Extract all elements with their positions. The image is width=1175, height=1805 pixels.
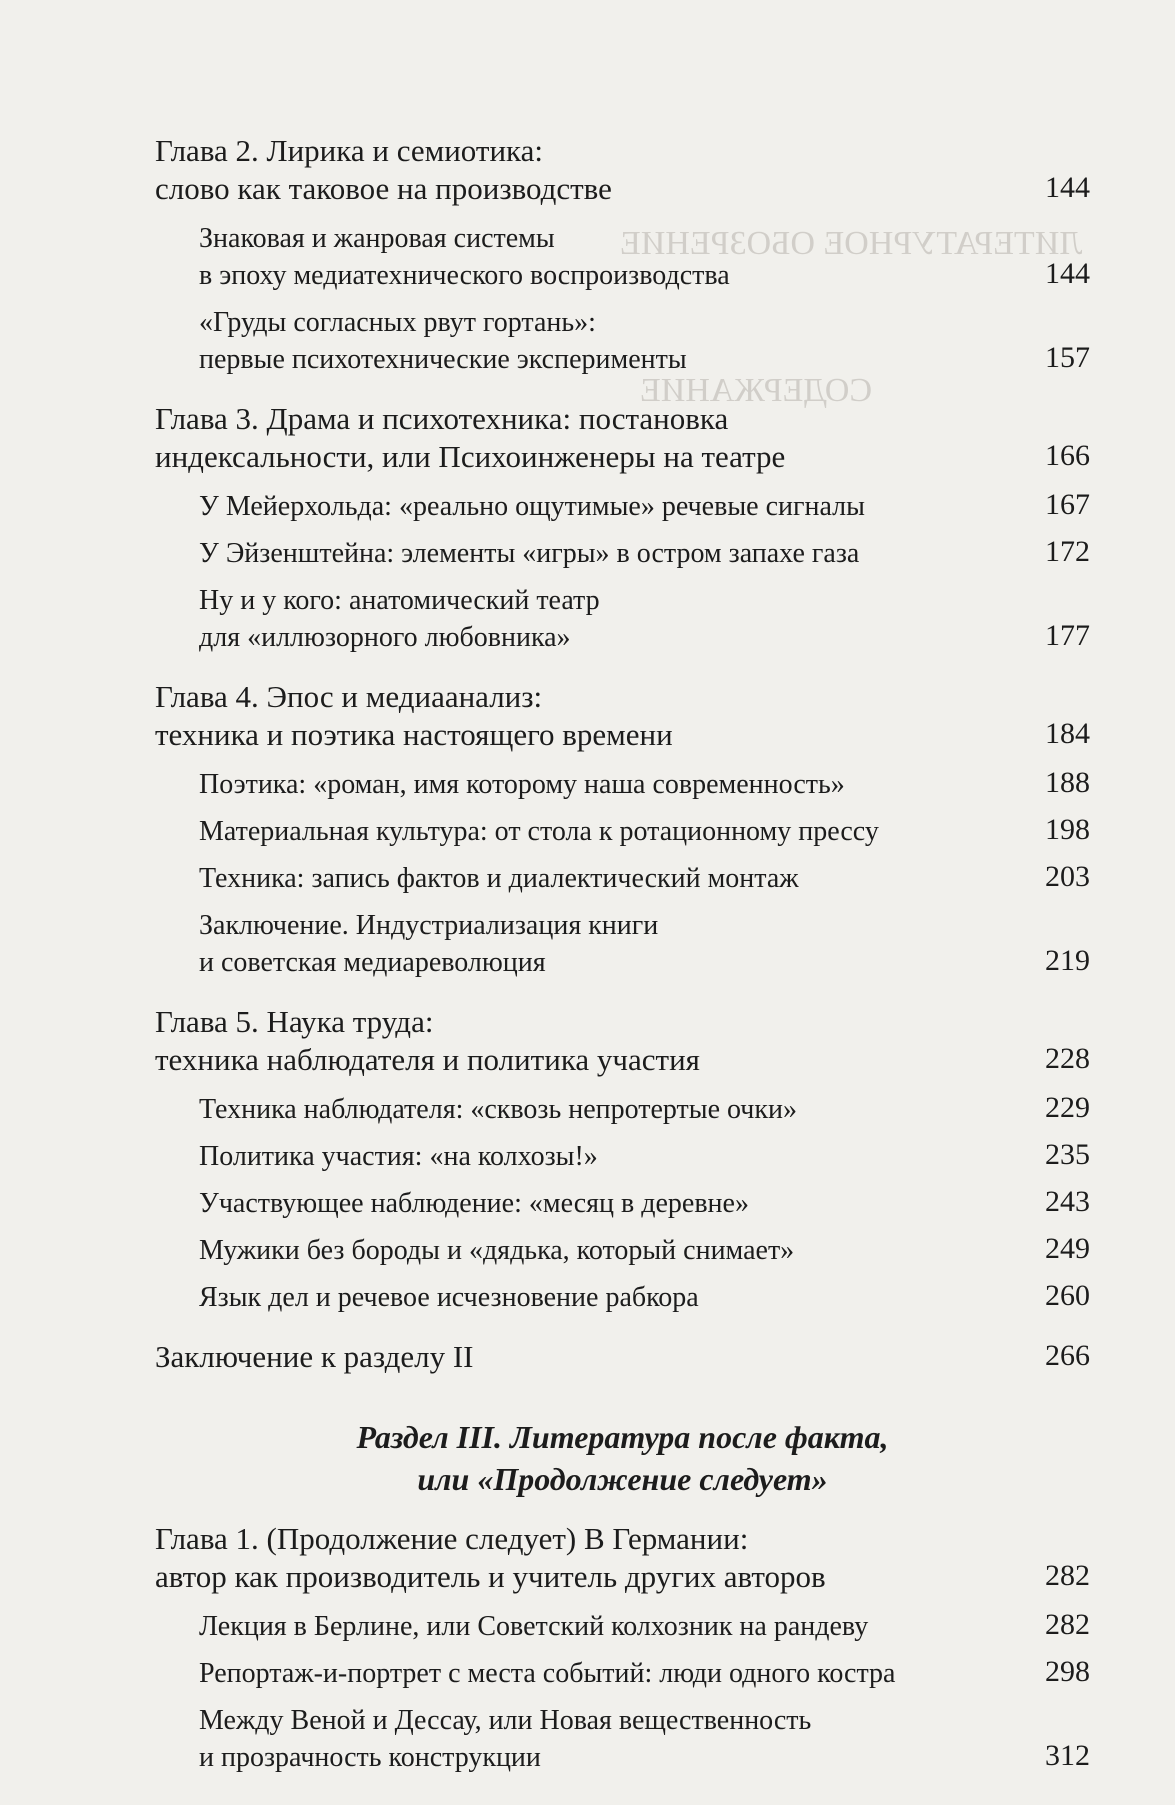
toc-section-entry	[155, 535, 1090, 572]
toc-page-number: 260	[1045, 1279, 1090, 1312]
toc-page-number: 219	[1045, 944, 1090, 977]
toc-page-number: 188	[1045, 766, 1090, 799]
toc-section-entry	[155, 1185, 1090, 1222]
toc-page-number: 235	[1045, 1138, 1090, 1171]
toc-entry-title-line: индексальности, или Психоинженеры на театре	[155, 439, 786, 474]
table-of-contents	[155, 132, 1090, 1786]
toc-section-entry	[155, 1608, 1090, 1645]
toc-section-entry	[155, 582, 1090, 656]
toc-entry-title-line: автор как производитель и учитель других авторов	[155, 1559, 826, 1594]
toc-page-number: 266	[1045, 1339, 1090, 1372]
toc-page-number: 203	[1045, 860, 1090, 893]
toc-entry-title-line: Язык дел и речевое исчезновение рабкора	[199, 1282, 699, 1313]
toc-chapter-entry	[155, 400, 1090, 476]
toc-entry-title-line: Материальная культура: от стола к ротационному прессу	[199, 816, 879, 847]
toc-entry-title-line: Глава 1. (Продолжение следует) В Германии:	[155, 1521, 749, 1556]
toc-section-entry	[155, 1138, 1090, 1175]
toc-section-entry	[155, 860, 1090, 897]
toc-entry-title-line: Глава 4. Эпос и медиаанализ:	[155, 679, 543, 714]
toc-entry-title-line: Заключение. Индустриализация книги	[199, 910, 659, 941]
section-heading-line: Раздел III. Литература после факта,	[356, 1419, 889, 1455]
toc-page-number: 243	[1045, 1185, 1090, 1218]
toc-page-number: 144	[1045, 171, 1090, 204]
section-heading	[155, 1416, 1090, 1500]
toc-entry-title-line: в эпоху медиатехнического воспроизводства	[199, 260, 730, 291]
toc-entry-title-line: Глава 2. Лирика и семиотика:	[155, 133, 543, 168]
toc-page-number: 282	[1045, 1608, 1090, 1641]
toc-section-entry	[155, 220, 1090, 294]
toc-chapter-entry	[155, 678, 1090, 754]
section-heading-line: или «Продолжение следует»	[417, 1461, 828, 1497]
bleed-through-text: СОДЕРЖАНИЕ	[640, 372, 873, 409]
toc-section-entry	[155, 1232, 1090, 1269]
toc-section-entry	[155, 1655, 1090, 1692]
toc-entry-title-line: техника и поэтика настоящего времени	[155, 717, 673, 752]
toc-chapter-entry	[155, 132, 1090, 208]
toc-chapter-entry	[155, 1520, 1090, 1596]
toc-entry-title-line: Глава 3. Драма и психотехника: постановка	[155, 401, 729, 436]
toc-entry-title-line: Техника наблюдателя: «сквозь непротертые очки»	[199, 1094, 797, 1125]
toc-entry-title-line: Поэтика: «роман, имя которому наша современность»	[199, 769, 845, 800]
toc-page-number: 172	[1045, 535, 1090, 568]
toc-page-number: 166	[1045, 439, 1090, 472]
toc-entry-title-line: и советская медиареволюция	[199, 947, 546, 978]
toc-entry-title-line: Между Веной и Дессау, или Новая вещественность	[199, 1705, 812, 1736]
toc-page-number: 177	[1045, 619, 1090, 652]
toc-entry-title-line: Знаковая и жанровая системы	[199, 223, 555, 254]
toc-entry-title-line: «Груды согласных рвут гортань»:	[199, 307, 596, 338]
toc-entry-title-line: Мужики без бороды и «дядька, который снимает»	[199, 1235, 795, 1266]
toc-entry-title-line: У Эйзенштейна: элементы «игры» в остром запахе газа	[199, 538, 860, 569]
toc-page-number: 228	[1045, 1042, 1090, 1075]
toc-entry-title-line: для «иллюзорного любовника»	[199, 622, 571, 653]
toc-page-number: 167	[1045, 488, 1090, 521]
toc-entry-title-line: слово как таковое на производстве	[155, 171, 612, 206]
toc-entry-title-line: Техника: запись фактов и диалектический монтаж	[199, 863, 799, 894]
toc-section-entry	[155, 1091, 1090, 1128]
toc-entry-title-line: Политика участия: «на колхозы!»	[199, 1141, 598, 1172]
toc-entry-title-line: Участвующее наблюдение: «месяц в деревне»	[199, 1188, 749, 1219]
toc-chapter-entry	[155, 1338, 1090, 1376]
bleed-through-text: ЛИТЕРАТУРНОЕ ОБОЗРЕНИЕ	[620, 225, 1083, 262]
toc-entry-title-line: Глава 5. Наука труда:	[155, 1004, 434, 1039]
toc-page-number: 184	[1045, 717, 1090, 750]
toc-page-number: 282	[1045, 1559, 1090, 1592]
toc-section-entry	[155, 1279, 1090, 1316]
toc-chapter-entry	[155, 1003, 1090, 1079]
toc-section-entry	[155, 907, 1090, 981]
toc-page-number: 157	[1045, 341, 1090, 374]
toc-section-entry	[155, 488, 1090, 525]
toc-entry-title-line: Лекция в Берлине, или Советский колхозник на рандеву	[199, 1611, 869, 1642]
toc-page-number: 144	[1045, 257, 1090, 290]
toc-section-entry	[155, 766, 1090, 803]
toc-page-number: 298	[1045, 1655, 1090, 1688]
toc-entry-title-line: Заключение к разделу II	[155, 1339, 474, 1374]
toc-entry-title-line: техника наблюдателя и политика участия	[155, 1042, 700, 1077]
toc-page-number: 312	[1045, 1739, 1090, 1772]
toc-section-entry	[155, 1702, 1090, 1776]
toc-page-number: 229	[1045, 1091, 1090, 1124]
toc-section-entry	[155, 304, 1090, 378]
toc-entry-title-line: первые психотехнические эксперименты	[199, 344, 687, 375]
toc-page-number: 198	[1045, 813, 1090, 846]
toc-section-entry	[155, 813, 1090, 850]
toc-entry-title-line: и прозрачность конструкции	[199, 1742, 541, 1773]
toc-entry-title-line: Репортаж-и-портрет с места событий: люди одного костра	[199, 1658, 896, 1689]
toc-entry-title-line: У Мейерхольда: «реально ощутимые» речевые сигналы	[199, 491, 865, 522]
toc-page-number: 249	[1045, 1232, 1090, 1265]
toc-entry-title-line: Ну и у кого: анатомический театр	[199, 585, 600, 616]
